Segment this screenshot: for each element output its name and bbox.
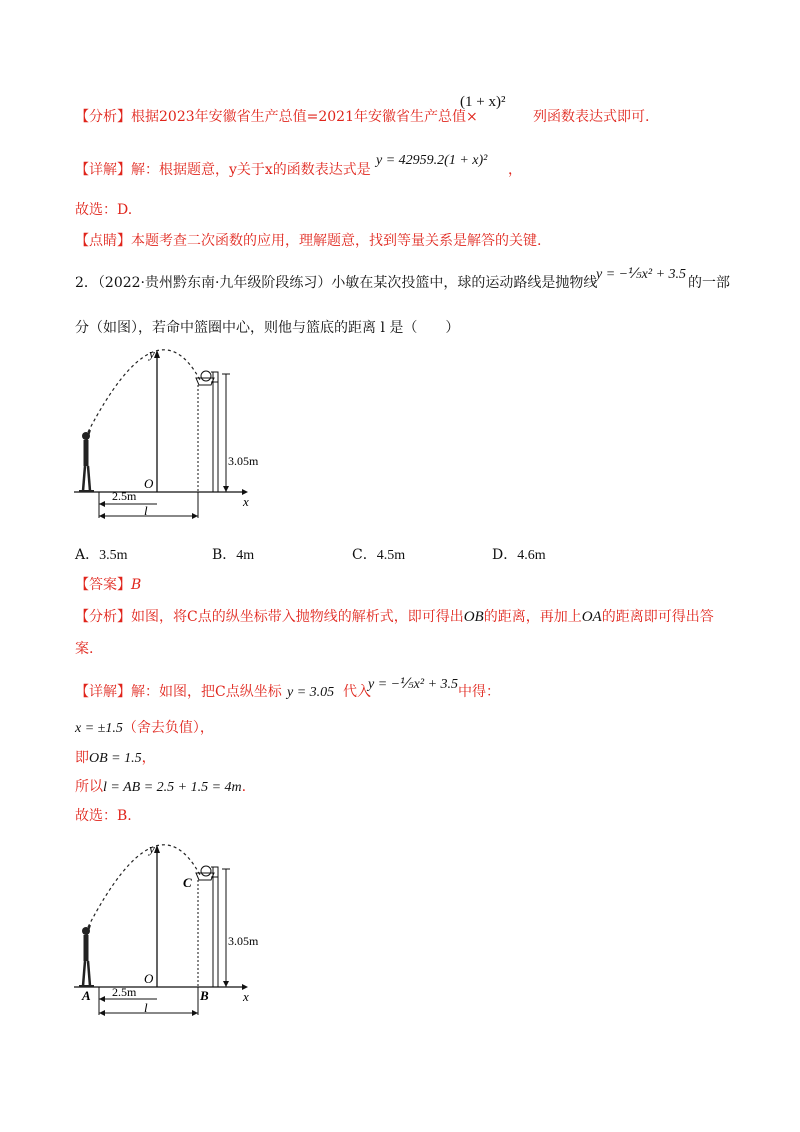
question-2-line-2: 分（如图），若命中篮圈中心，则他与篮底的距离 l 是（ ） [75,320,460,336]
l-arrow-right-head-2 [192,1010,198,1016]
question-2-line-1-end: 的一部 [688,275,730,291]
comment-text: 本题考查二次函数的应用，理解题意，找到等量关系是解答的关键. [131,233,542,249]
detail-2-tag: 【详解】 [75,684,131,700]
step-3-prefix: 所以 [75,779,103,795]
origin-label: O [144,476,154,491]
analysis-text: 根据2023年安徽省生产总值=2021年安徽省生产总值× [131,109,478,125]
point-a-label: A [82,988,91,1003]
step-3-formula: l = AB = 2.5 + 1.5 = 4m [103,780,242,795]
detail-comma: ， [508,162,522,178]
step-1-text: （舍去负值）， [122,720,214,736]
point-b-label: B [200,988,209,1003]
detail-2-text-a: 解：如图，把C点纵坐标 [131,684,282,700]
option-a-value: 3.5m [99,548,128,563]
hoop-pole-2 [211,867,218,987]
l-arrow-right-head [192,513,198,519]
analysis-2-line-2: 案. [75,641,94,657]
question-2-line-1: 2．（2022·贵州黔东南·九年级阶段练习）小敏在某次投篮中，球的运动路线是抛物线 [75,275,598,291]
analysis-tag: 【分析】 [75,109,131,125]
comment-paragraph [75,231,541,251]
dist-label-2: 2.5m [112,985,137,999]
analysis-2-text-b: 的距离，再加上 [483,609,582,625]
height-arrow-head-2 [223,981,229,987]
option-b: B．4m [212,547,255,563]
ball [201,371,211,381]
answer-value: B [131,577,142,593]
dist-arrow-left-head-2 [99,996,105,1002]
analysis-2-tag: 【分析】 [75,609,131,625]
formula-gdp-function: y = 42959.2(1 + x)² [376,153,488,168]
step-3 [75,777,246,798]
basketball-figure-1 [70,340,270,530]
height-label-2: 3.05m [228,934,259,948]
detail-paragraph-1 [75,160,371,180]
player [79,430,94,491]
height-label: 3.05m [228,454,259,468]
option-c: C．4.5m [352,547,406,563]
choice-statement-1: 故选：D. [75,202,133,218]
basketball-figure-2 [70,835,270,1025]
l-arrow-left-head [99,513,105,519]
option-a-letter: A [75,547,86,563]
y-axis-label-2: y [149,841,155,856]
step-1 [75,718,214,739]
player-2 [79,925,94,986]
height-arrow-head [223,486,229,492]
detail-2-line [75,682,282,702]
question-2-parabola-formula: y = −⅕x² + 3.5 [596,267,687,282]
detail-tag: 【详解】 [75,162,131,178]
point-c-label: C [183,875,192,890]
answer-tag: 【答案】 [75,577,131,593]
formula-parabola-2: y = −⅕x² + 3.5 [368,677,459,692]
detail-2-text-b: 代入 [343,684,371,700]
ball-2 [201,866,211,876]
step-2-formula: OB = 1.5 [89,751,142,766]
l-label-2: l [144,1000,148,1015]
option-d-letter: D [492,547,504,563]
analysis-paragraph-1 [75,107,478,127]
option-c-value: 4.5m [376,548,406,563]
formula-1-plus-x-squared: (1 + x)² [460,94,506,110]
y-axis-label: y [149,346,155,361]
choice-statement-2: 故选：B. [75,808,132,824]
option-a: A．3.5m [75,547,128,563]
analysis-text-end: 列函数表达式即可. [533,109,650,125]
analysis-2-line-1 [75,607,714,627]
x-axis-label-2: x [243,989,249,1004]
segment-ob: OB [463,609,484,625]
x-axis-label: x [243,494,249,509]
step-1-formula: x = ±1.5 [75,721,123,736]
option-d-value: 4.6m [517,548,546,563]
step-2-suffix: ， [141,750,156,766]
l-arrow-left-head-2 [99,1010,105,1016]
option-b-value: 4m [236,548,255,563]
dist-arrow-left-head [99,501,105,507]
detail-2-text-c: 中得： [458,684,500,700]
option-c-letter: C [352,547,363,563]
origin-label-2: O [144,971,154,986]
option-d: D．4.6m [492,547,546,563]
analysis-2-text-a: 如图，将C点的纵坐标带入抛物线的解析式，即可得出 [131,609,464,625]
l-label: l [144,503,148,518]
detail-text: 解：根据题意，y关于x的函数表达式是 [131,162,371,178]
ball-trajectory [88,350,200,432]
step-3-suffix: . [241,779,247,795]
option-b-letter: B [212,547,223,563]
analysis-2-text-c: 的距离即可得出答 [601,609,714,625]
hoop-pole [211,372,218,492]
step-2-prefix: 即 [75,750,89,766]
segment-oa: OA [581,609,602,625]
formula-y-305: y = 3.05 [287,685,335,700]
comment-tag: 【点睛】 [75,233,131,249]
step-2 [75,748,156,769]
answer-line [75,575,141,595]
dist-label: 2.5m [112,489,137,503]
